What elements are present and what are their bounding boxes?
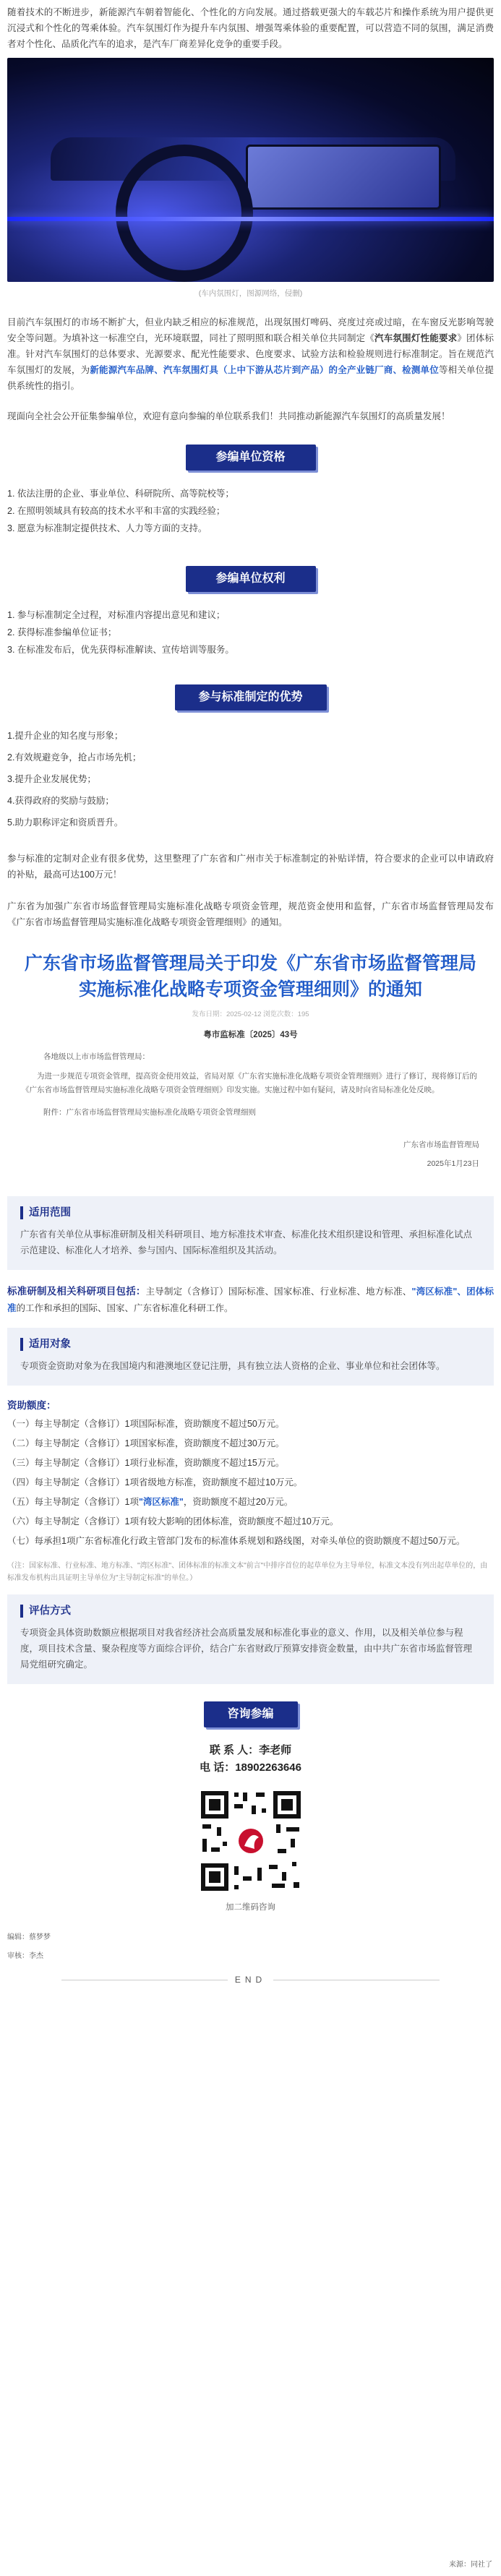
- reviewer-credit: 审核：李杰: [7, 1952, 43, 1960]
- funding-item: （一）每主导制定（含修订）1项国际标准，资助额度不超过50万元。: [7, 1419, 285, 1429]
- funding-amount-heading: 资助额度：: [7, 1400, 56, 1411]
- contact-name: 联 系 人：李老师: [209, 1744, 292, 1756]
- standard-projects-tail: 的工作和承担的国际、国家、广东省标准化科研工作。: [16, 1303, 234, 1313]
- notice-paragraph: 广东省为加强广东省市场监督管理局实施标准化战略专项资金管理，规范资金使用和监督，广东省市场监督管理局发布《广东省市场监督管理局实施标准化战略专项资金管理细则》的通知。: [7, 901, 494, 927]
- evaluation-text: 专项资金具体资助数额应根据项目对我省经济社会高质量发展和标准化事业的意义、作用，以及相关单位参与程度，项目技术含量、聚杂程度等方面综合评价，结合广东省财政厅预算安排资金数量，由中共广东省市场监督管理局党组研究确定。: [20, 1628, 473, 1670]
- image-caption: (车内氛围灯，图源网络，侵删): [198, 289, 303, 298]
- list-item: 3.提升企业发展优势；: [7, 774, 96, 784]
- qualification-list: [7, 485, 494, 537]
- target-box: [7, 1328, 494, 1386]
- standard-types-highlight: "湾区标准"、团体标准: [7, 1287, 494, 1313]
- rights-list: [7, 606, 494, 658]
- list-item: 1. 参与标准制定全过程，对标准内容提出意见和建议；: [7, 610, 226, 620]
- scope-box: [7, 1196, 494, 1270]
- document-signature: 广东省市场监督管理局: [403, 1141, 479, 1149]
- credits: [7, 1930, 494, 1965]
- evaluation-heading: 评估方式: [20, 1605, 481, 1618]
- official-document: [7, 943, 494, 1186]
- list-item: 5.助力职称评定和资质晋升。: [7, 817, 124, 828]
- list-item: 1.提升企业的知名度与形象；: [7, 731, 124, 741]
- list-item: 3. 在标准发布后，优先获得标准解读、宣传培训等服务。: [7, 645, 234, 655]
- funding-item: （七）每承担1项广东省标准化行政主管部门发布的标准体系规划和路线图，对牵头单位的资助额度不超过50万元。: [7, 1536, 466, 1546]
- section-heading-rights: 参编单位权利: [186, 566, 316, 592]
- funding-item-5-head: （五）每主导制定（含修订）1项: [7, 1497, 139, 1507]
- standard-projects-text: 主导制定（含修订）国际标准、国家标准、行业标准、地方标准、: [145, 1287, 412, 1297]
- funding-item-5-tail: ，资助额度不超过20万元。: [183, 1497, 294, 1507]
- qr-caption: 加二维码咨询: [226, 1903, 275, 1912]
- evaluation-box: [7, 1594, 494, 1684]
- steering-wheel-shape: [116, 145, 253, 282]
- target-heading: 适用对象: [20, 1338, 481, 1351]
- funding-item: （六）每主导制定（含修订）1项有较大影响的团体标准，资助额度不超过10万元。: [7, 1516, 339, 1527]
- document-number: 粤市监标准〔2025〕43号: [203, 1031, 298, 1039]
- funding-item: （二）每主导制定（含修订）1项国家标准，资助额度不超过30万元。: [7, 1438, 285, 1448]
- list-item: 2. 获得标准参编单位证书；: [7, 627, 117, 637]
- scope-heading: 适用范围: [20, 1206, 481, 1219]
- document-salutation: 各地级以上市市场监督管理局：: [43, 1052, 150, 1061]
- qr-code[interactable]: [197, 1787, 305, 1895]
- intro-p2-part-a: 目前汽车氛围灯的市场不断扩大，但业内缺乏相应的标准规范，出现氛围灯啤码、亮度过亮或过暗，在车窗反光影响驾驶安全等问题。为填补这一标准空白，光环境联盟，同社了照明照和联合相关单位共同制定《: [7, 317, 494, 343]
- list-item: 4.获得政府的奖励与鼓励；: [7, 796, 114, 806]
- scope-text: 广东省有关单位从事标准研制及相关科研项目、地方标准技术审查、标准化技术组织建设和管理、承担标准化试点示范建设、标准化人才培养、参与国内、国际标准组织及其活动。: [20, 1229, 473, 1255]
- section-heading-consult: 咨询参编: [204, 1701, 298, 1727]
- car-interior-image: [7, 58, 494, 282]
- list-item: 1. 依法注册的企业、事业单位、科研院所、高等院校等；: [7, 489, 234, 499]
- bay-area-standard-highlight: "湾区标准": [138, 1497, 184, 1507]
- funding-note: （注：国家标准、行业标准、地方标准、"湾区标准"、团体标准的标准文本"前言"中排序首位的起草单位为主导单位，标准文本没有列出起草单位的，由标准发布机构出具证明主导单位为"主导制定标准"的单位。）: [7, 1562, 488, 1582]
- intro-p2-part-e: 等相关单位提供系统性的指引。: [7, 365, 494, 391]
- document-date: 2025年1月23日: [427, 1159, 479, 1168]
- list-item: 3. 愿意为标准制定提供技术、人力等方面的支持。: [7, 523, 207, 533]
- editor-credit: 编辑：蔡梦梦: [7, 1933, 51, 1941]
- intro-paragraph-1: 随着技术的不断进步，新能源汽车朝着智能化、个性化的方向发展。通过搭载更强大的车载芯片和操作系统为用户提供更沉浸式和个性化的驾乘体验。汽车氛围灯作为提升车内氛围、增强驾乘体验的重要配置，可以营造不同的氛围，满足消费者对个性化、品质化汽车的追求，是汽车厂商差异化竞争的重要手段。: [7, 7, 494, 49]
- contact-phone[interactable]: 电 话：18902263646: [200, 1761, 301, 1774]
- intro-p2-part-c: 》团体标准。针对汽车氛围灯的总体要求、光源要求、配光性能要求、色度要求、试验方法和检验规则进行标准制定。旨在规范汽车氛围灯的发展，为: [7, 333, 494, 375]
- document-title: 广东省市场监督管理局关于印发《广东省市场监督管理局实施标准化战略专项资金管理细则》的通知: [24, 953, 476, 1000]
- intro-paragraph-2: [7, 314, 494, 394]
- end-divider: [7, 1975, 494, 1985]
- ambient-light-strip: [7, 217, 494, 221]
- funding-item: （三）每主导制定（含修订）1项行业标准，资助额度不超过15万元。: [7, 1458, 285, 1468]
- funding-paragraph: 参与标准的定制对企业有很多优势，这里整理了广东省和广州市关于标准制定的补贴详情，符合要求的企业可以申请政府的补贴，最高可达100万元！: [7, 854, 494, 880]
- document-meta: 发布日期：2025-02-12 浏览次数：195: [192, 1010, 309, 1018]
- source-credit: 来源：同社了: [449, 2561, 492, 2569]
- funding-item: （四）每主导制定（含修订）1项省级地方标准，资助额度不超过10万元。: [7, 1477, 303, 1487]
- advantages-list: [7, 725, 494, 833]
- target-units-highlight: 新能源汽车品牌、汽车氛围灯具（上中下游从芯片到产品）的全产业链厂商、检测单位: [90, 365, 439, 375]
- funding-amount-list: [7, 1414, 494, 1551]
- target-text: 专项资金资助对象为在我国境内和港澳地区登记注册，具有独立法人资格的企业、事业单位和社会团体等。: [20, 1361, 445, 1371]
- section-heading-advantages: 参与标准制定的优势: [175, 684, 327, 710]
- section-heading-qualification: 参编单位资格: [186, 445, 316, 471]
- list-item: 2.有效规避竞争，抢占市场先机；: [7, 752, 142, 763]
- qr-code-graphic: [197, 1787, 305, 1895]
- end-label: END: [234, 1975, 267, 1985]
- center-screen-shape: [246, 145, 441, 210]
- standard-projects-paragraph: [7, 1283, 494, 1316]
- document-attachment: 附件：广东省市场监督管理局实施标准化战略专项资金管理细则: [43, 1108, 256, 1117]
- list-item: 2. 在照明领域具有较高的技术水平和丰富的实践经验；: [7, 506, 226, 516]
- intro-paragraph-3: 现面向全社会公开征集参编单位，欢迎有意向参编的单位联系我们！共同推动新能源汽车氛围灯的高质量发展！: [7, 411, 450, 421]
- document-body: 为进一步规范专项资金管理，提高资金使用效益，省局对原《广东省实施标准化战略专项资金管理细则》进行了修订，现将修订后的《广东省市场监督管理局实施标准化战略专项资金管理细则》印发实施。实施过程中如有疑问，请及时向省局标准化处反映。: [22, 1072, 477, 1094]
- standard-name: 汽车氛围灯性能要求: [374, 333, 458, 343]
- standard-projects-label: 标准研制及相关科研项目包括：: [7, 1286, 146, 1297]
- funding-item: [7, 1493, 494, 1512]
